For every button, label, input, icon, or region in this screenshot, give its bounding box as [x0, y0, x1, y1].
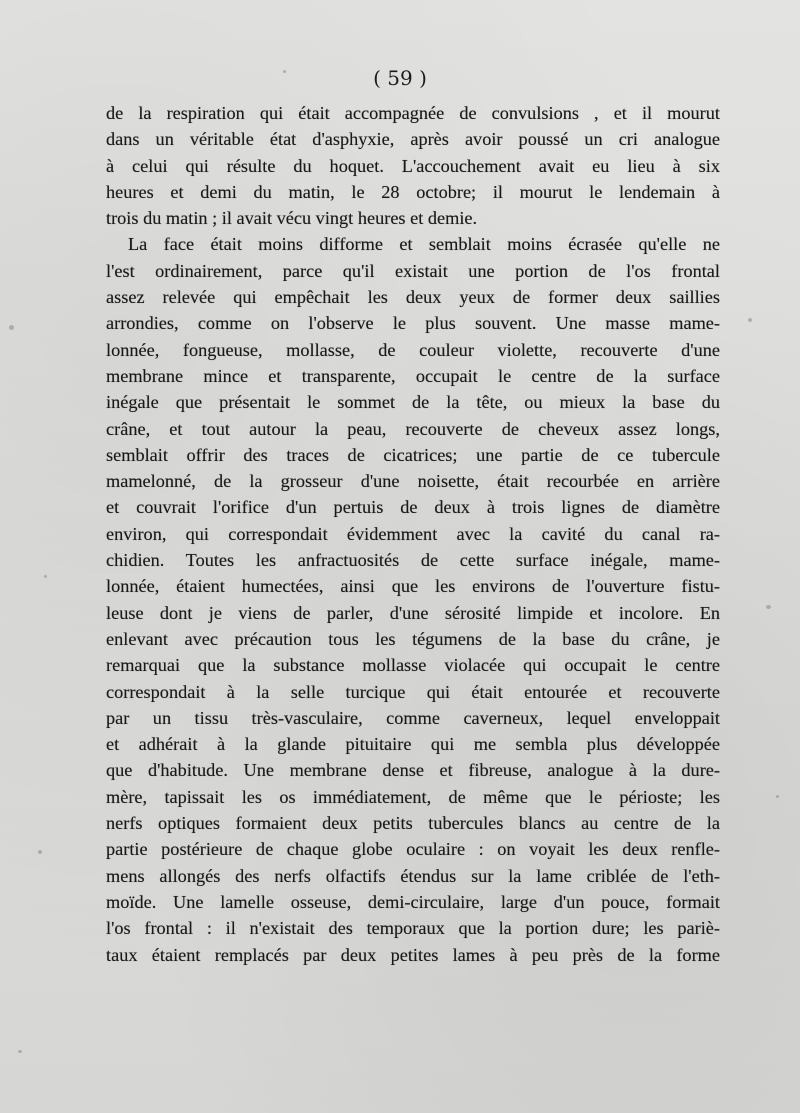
text-line: partie postérieure de chaque globe oculaire : on voyait les deux renfle-: [106, 839, 720, 860]
text-line: l'est ordinairement, parce qu'il existait une portion de l'os frontal: [106, 260, 720, 281]
text-line: assez relevée qui empêchait les deux yeux de former deux saillies: [106, 287, 720, 308]
text-line: et couvrait l'orifice d'un pertuis de deux à trois lignes de diamètre: [106, 497, 720, 518]
paper-speck: [776, 795, 779, 798]
paper-speck: [283, 70, 286, 73]
text-line: mens allongés des nerfs olfactifs étendus sur la lame criblée de l'eth-: [106, 865, 720, 886]
text-line: mamelonné, de la grosseur d'une noisette, était recourbée en arrière: [106, 471, 720, 492]
text-line: que d'habitude. Une membrane dense et fibreuse, analogue à la dure-: [106, 760, 720, 781]
text-line: trois du matin ; il avait vécu vingt heures et demie.: [106, 208, 478, 229]
page-number: ( 59 ): [373, 66, 427, 90]
text-line: environ, qui correspondait évidemment avec la cavité du canal ra-: [106, 523, 720, 544]
text-line: remarquai que la substance mollasse violacée qui occupait le centre: [106, 655, 720, 676]
paper-speck: [38, 850, 42, 854]
text-line: chidien. Toutes les anfractuosités de cette surface inégale, mame-: [106, 550, 720, 571]
text-line: heures et demi du matin, le 28 octobre; il mourut le lendemain à: [106, 181, 720, 202]
text-line: par un tissu très-vasculaire, comme caverneux, lequel enveloppait: [106, 707, 720, 728]
text-line: l'os frontal : il n'existait des temporaux que la portion dure; les pariè-: [106, 918, 720, 939]
paper-speck: [9, 325, 14, 330]
text-line: de la respiration qui était accompagnée de convulsions , et il mourut: [106, 103, 720, 123]
text-line: et adhérait à la glande pituitaire qui me sembla plus développée: [106, 734, 720, 755]
text-line: inégale que présentait le sommet de la tête, ou mieux la base du: [106, 392, 720, 413]
paper-speck: [766, 605, 771, 609]
text-line: à celui qui résulte du hoquet. L'accouchement avait eu lieu à six: [106, 155, 720, 176]
text-line: taux étaient remplacés par deux petites lames à peu près de la forme: [106, 944, 720, 965]
text-line: mère, tapissait les os immédiatement, de même que le périoste; les: [106, 786, 720, 807]
text-line: moïde. Une lamelle osseuse, demi-circulaire, large d'un pouce, formait: [106, 891, 720, 912]
text-line: nerfs optiques formaient deux petits tubercules blancs au centre de la: [106, 813, 720, 834]
paragraph-start-line: La face était moins difforme et semblait moins écrasée qu'elle ne: [128, 234, 720, 255]
text-line: arrondies, comme on l'observe le plus souvent. Une masse mame-: [106, 313, 720, 334]
text-line: correspondait à la selle turcique qui était entourée et recouverte: [106, 681, 720, 702]
text-line: lonnée, étaient humectées, ainsi que les environs de l'ouverture fistu-: [106, 576, 720, 597]
text-line: dans un véritable état d'asphyxie, après avoir poussé un cri analogue: [106, 129, 720, 150]
text-line: enlevant avec précaution tous les tégumens de la base du crâne, je: [106, 628, 720, 649]
text-line: semblait offrir des traces de cicatrices; une partie de ce tubercule: [106, 444, 720, 465]
text-line: leuse dont je viens de parler, d'une sérosité limpide et incolore. En: [106, 602, 720, 623]
paper-speck: [748, 318, 752, 322]
text-line: crâne, et tout autour la peau, recouverte de cheveux assez longs,: [106, 418, 720, 439]
text-line: membrane mince et transparente, occupait le centre de la surface: [106, 365, 720, 386]
paper-speck: [18, 1050, 22, 1053]
text-line: lonnée, fongueuse, mollasse, de couleur violette, recouverte d'une: [106, 339, 720, 360]
body-text: [106, 100, 720, 968]
paper-speck: [44, 575, 47, 578]
